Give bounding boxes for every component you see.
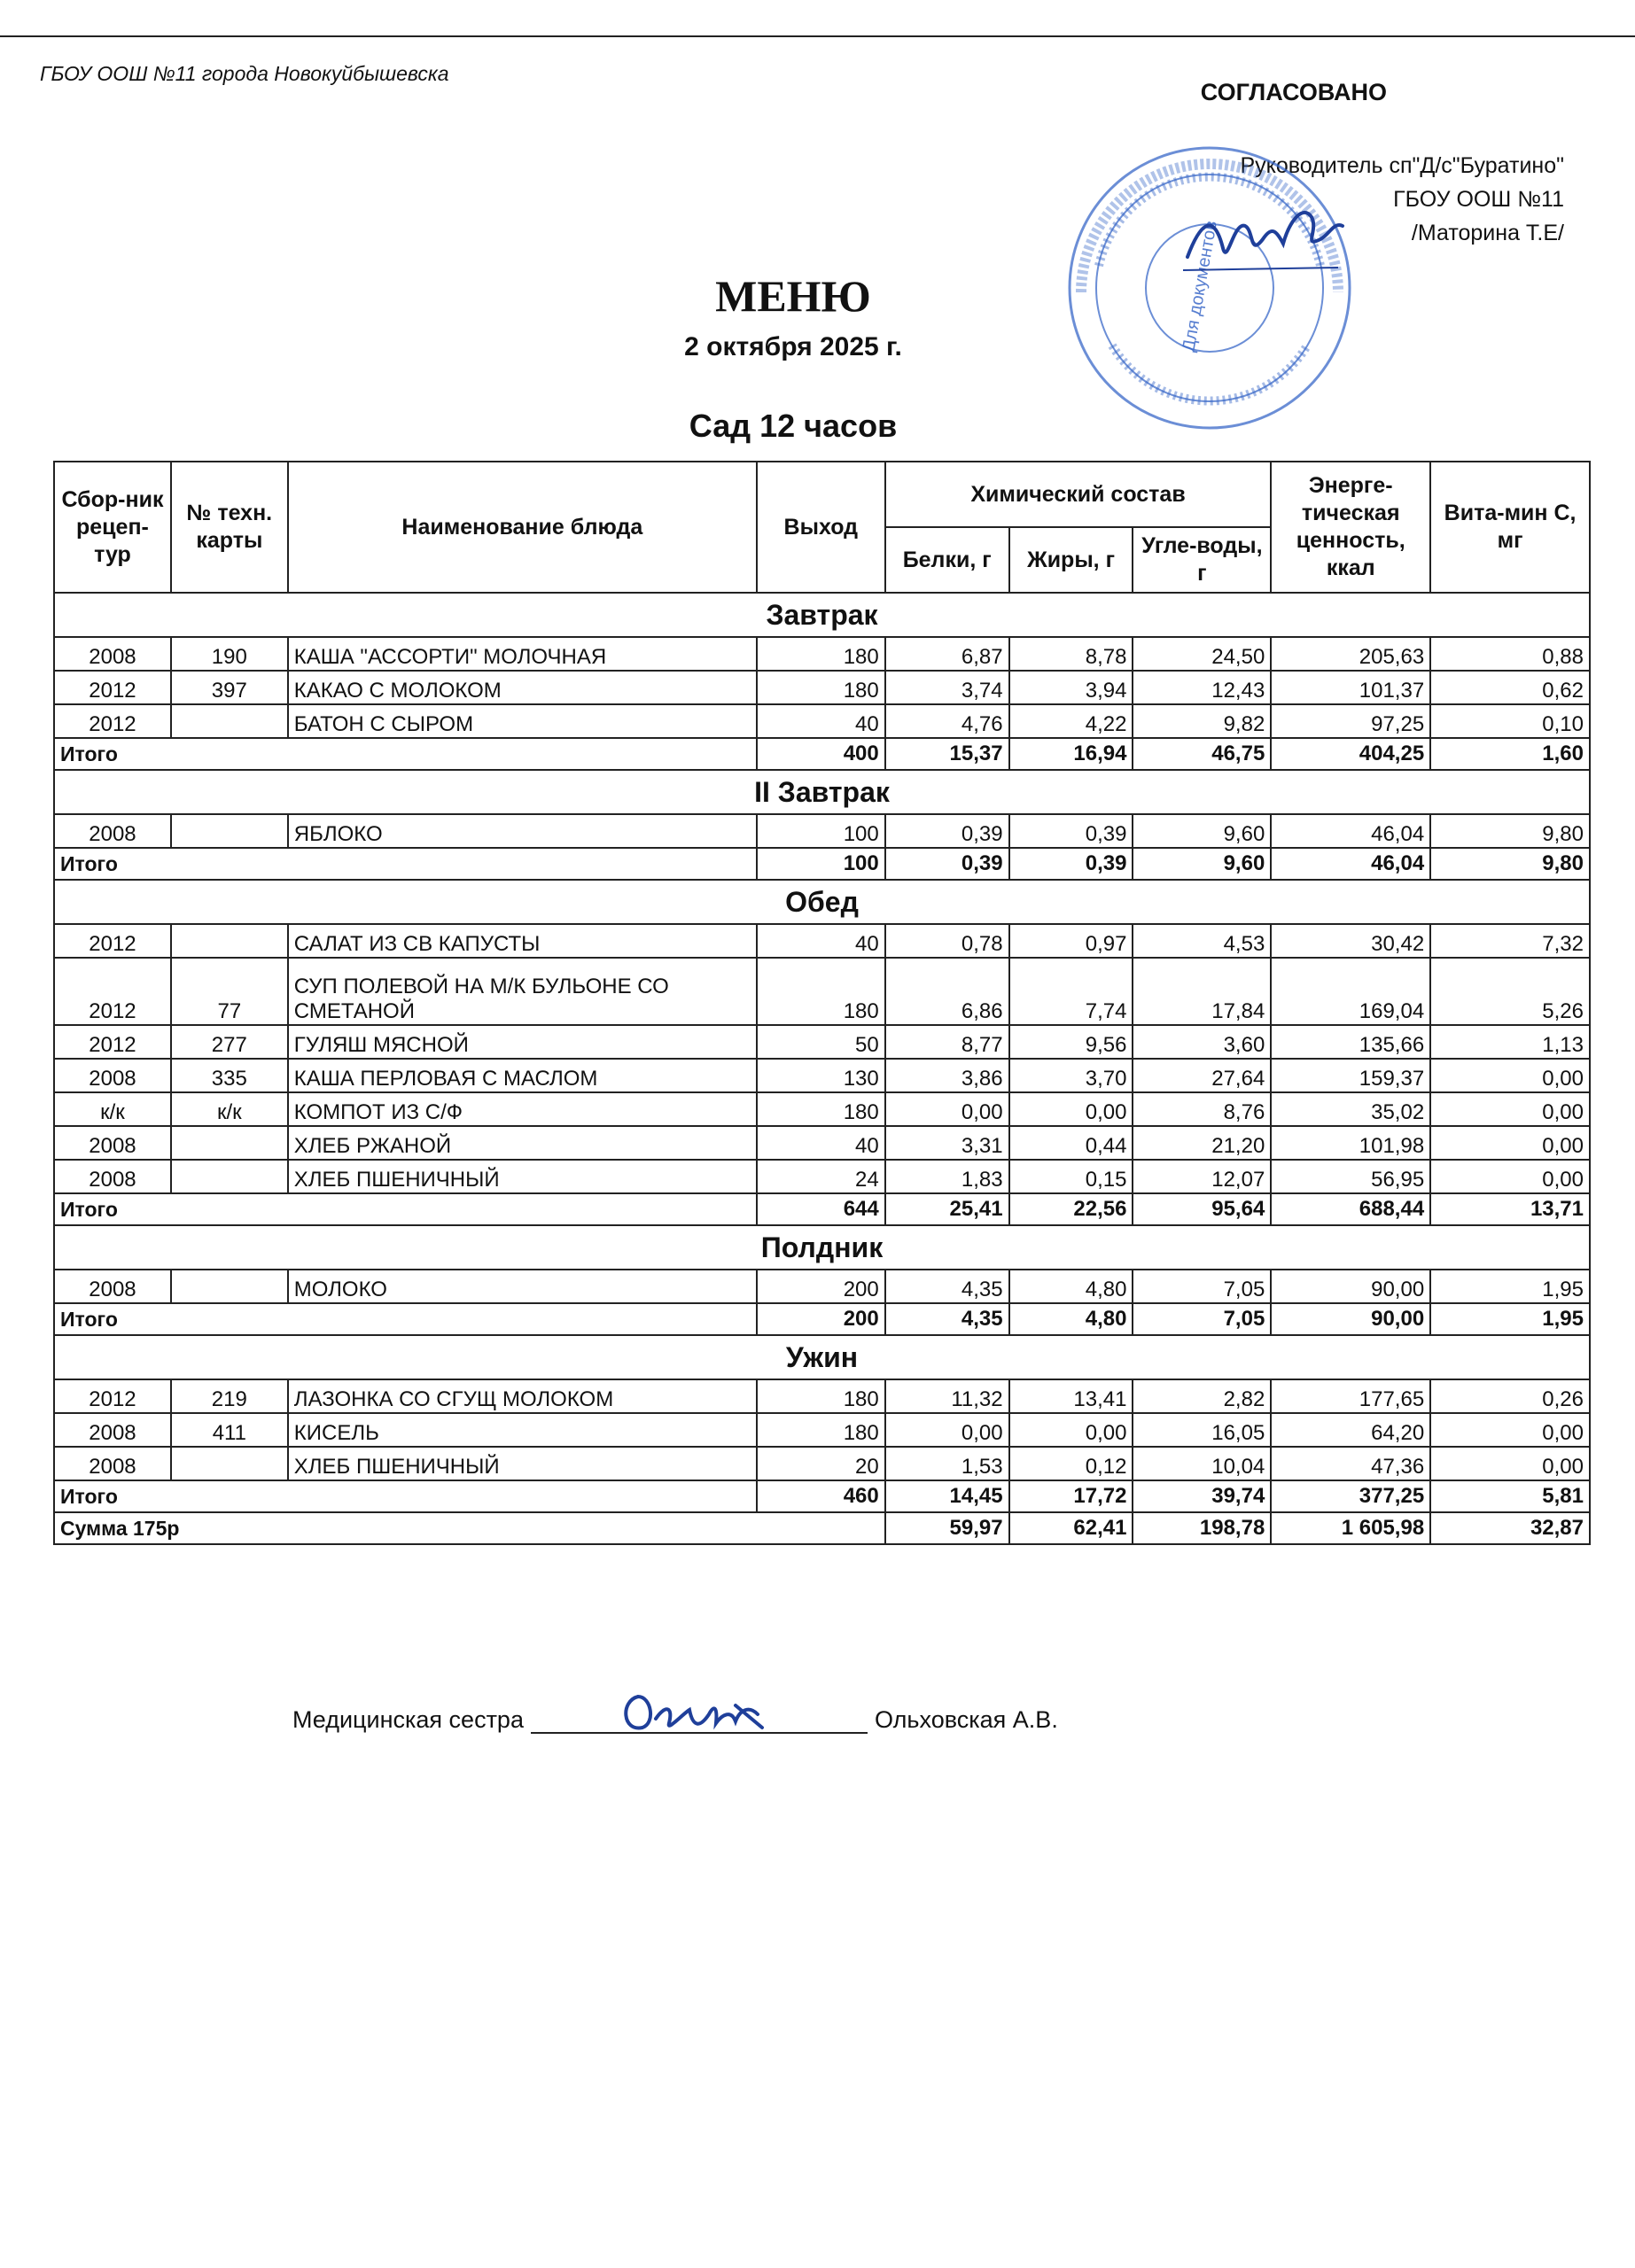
total-f: 22,56: [1009, 1193, 1133, 1225]
header-energy: Энерге-тическая ценность, ккал: [1271, 462, 1430, 593]
cell-f: 3,94: [1009, 671, 1133, 704]
cell-out: 20: [757, 1447, 885, 1480]
table-row: [54, 1126, 1590, 1160]
cell-e: 169,04: [1271, 958, 1430, 1025]
cell-collection: к/к: [54, 1092, 171, 1126]
cell-v: 9,80: [1430, 814, 1590, 848]
document-date: 2 октября 2025 г.: [684, 332, 902, 361]
cell-v: 0,00: [1430, 1160, 1590, 1193]
cell-collection: 2012: [54, 1379, 171, 1413]
cell-card: 335: [171, 1059, 288, 1092]
cell-v: 0,00: [1430, 1413, 1590, 1447]
section-title: Ужин: [54, 1335, 1590, 1379]
cell-p: 0,00: [885, 1092, 1009, 1126]
total-c: 9,60: [1133, 848, 1271, 880]
cell-collection: 2012: [54, 924, 171, 958]
grand-total-c: 198,78: [1133, 1512, 1271, 1544]
cell-p: 0,39: [885, 814, 1009, 848]
cell-collection: 2008: [54, 637, 171, 671]
grand-total-f: 62,41: [1009, 1512, 1133, 1544]
cell-c: 7,05: [1133, 1270, 1271, 1303]
cell-card: 219: [171, 1379, 288, 1413]
cell-v: 7,32: [1430, 924, 1590, 958]
cell-card: 77: [171, 958, 288, 1025]
cell-v: 0,00: [1430, 1126, 1590, 1160]
table-row: [54, 637, 1590, 671]
table-row: [54, 958, 1590, 1025]
cell-card: 397: [171, 671, 288, 704]
cell-out: 180: [757, 671, 885, 704]
total-p: 25,41: [885, 1193, 1009, 1225]
table-row: [54, 1413, 1590, 1447]
organization-name: ГБОУ ООШ №11 города Новокуйбышевска: [40, 62, 449, 85]
total-v: 9,80: [1430, 848, 1590, 880]
cell-out: 40: [757, 924, 885, 958]
cell-e: 47,36: [1271, 1447, 1430, 1480]
cell-out: 200: [757, 1270, 885, 1303]
cell-out: 180: [757, 1413, 885, 1447]
total-row: [54, 1193, 1590, 1225]
cell-v: 0,88: [1430, 637, 1590, 671]
cell-c: 3,60: [1133, 1025, 1271, 1059]
cell-v: 0,10: [1430, 704, 1590, 738]
document-title: МЕНЮ: [715, 271, 871, 321]
total-row: [54, 738, 1590, 770]
cell-c: 9,82: [1133, 704, 1271, 738]
cell-c: 27,64: [1133, 1059, 1271, 1092]
cell-collection: 2008: [54, 1270, 171, 1303]
total-row: [54, 848, 1590, 880]
cell-e: 64,20: [1271, 1413, 1430, 1447]
cell-collection: 2008: [54, 1413, 171, 1447]
total-label: Итого: [54, 1480, 757, 1512]
section-title: Завтрак: [54, 593, 1590, 637]
cell-p: 3,86: [885, 1059, 1009, 1092]
cell-dish: КИСЕЛЬ: [288, 1413, 757, 1447]
cell-c: 17,84: [1133, 958, 1271, 1025]
section-header: [54, 770, 1590, 814]
section-header: [54, 593, 1590, 637]
section-header: [54, 1335, 1590, 1379]
table-row: [54, 1092, 1590, 1126]
table-row: [54, 1025, 1590, 1059]
total-out: 400: [757, 738, 885, 770]
cell-c: 2,82: [1133, 1379, 1271, 1413]
cell-c: 12,43: [1133, 671, 1271, 704]
cell-c: 21,20: [1133, 1126, 1271, 1160]
cell-card: 411: [171, 1413, 288, 1447]
cell-out: 130: [757, 1059, 885, 1092]
cell-f: 0,00: [1009, 1413, 1133, 1447]
header-card: № техн. карты: [171, 462, 288, 593]
cell-v: 1,13: [1430, 1025, 1590, 1059]
grand-total-label: Сумма 175р: [54, 1512, 885, 1544]
cell-f: 4,80: [1009, 1270, 1133, 1303]
cell-f: 4,22: [1009, 704, 1133, 738]
cell-p: 3,74: [885, 671, 1009, 704]
cell-v: 0,62: [1430, 671, 1590, 704]
cell-dish: КАША "АССОРТИ" МОЛОЧНАЯ: [288, 637, 757, 671]
cell-p: 8,77: [885, 1025, 1009, 1059]
cell-card: [171, 1126, 288, 1160]
grand-total-p: 59,97: [885, 1512, 1009, 1544]
cell-c: 9,60: [1133, 814, 1271, 848]
cell-e: 135,66: [1271, 1025, 1430, 1059]
cell-dish: ЯБЛОКО: [288, 814, 757, 848]
total-e: 377,25: [1271, 1480, 1430, 1512]
header-output: Выход: [757, 462, 885, 593]
section-title: Полдник: [54, 1225, 1590, 1270]
cell-f: 0,44: [1009, 1126, 1133, 1160]
total-v: 1,95: [1430, 1303, 1590, 1335]
cell-p: 1,53: [885, 1447, 1009, 1480]
cell-p: 1,83: [885, 1160, 1009, 1193]
cell-p: 0,00: [885, 1413, 1009, 1447]
stamp-text: Для документов: [1179, 219, 1222, 353]
cell-f: 0,97: [1009, 924, 1133, 958]
total-v: 13,71: [1430, 1193, 1590, 1225]
cell-e: 56,95: [1271, 1160, 1430, 1193]
total-p: 0,39: [885, 848, 1009, 880]
total-e: 46,04: [1271, 848, 1430, 880]
cell-f: 0,00: [1009, 1092, 1133, 1126]
table-row: [54, 814, 1590, 848]
cell-p: 6,86: [885, 958, 1009, 1025]
cell-dish: КАКАО С МОЛОКОМ: [288, 671, 757, 704]
cell-p: 0,78: [885, 924, 1009, 958]
cell-out: 180: [757, 637, 885, 671]
cell-collection: 2008: [54, 814, 171, 848]
cell-c: 4,53: [1133, 924, 1271, 958]
cell-card: [171, 1160, 288, 1193]
total-c: 39,74: [1133, 1480, 1271, 1512]
cell-e: 30,42: [1271, 924, 1430, 958]
total-c: 46,75: [1133, 738, 1271, 770]
total-out: 200: [757, 1303, 885, 1335]
total-e: 90,00: [1271, 1303, 1430, 1335]
cell-c: 12,07: [1133, 1160, 1271, 1193]
signature-line: [292, 1705, 1058, 1734]
total-p: 4,35: [885, 1303, 1009, 1335]
cell-out: 180: [757, 1092, 885, 1126]
cell-card: 190: [171, 637, 288, 671]
cell-out: 180: [757, 1379, 885, 1413]
grand-total-e: 1 605,98: [1271, 1512, 1430, 1544]
cell-e: 205,63: [1271, 637, 1430, 671]
total-label: Итого: [54, 1193, 757, 1225]
cell-collection: 2012: [54, 704, 171, 738]
cell-v: 0,00: [1430, 1092, 1590, 1126]
cell-card: [171, 814, 288, 848]
cell-dish: ХЛЕБ ПШЕНИЧНЫЙ: [288, 1447, 757, 1480]
header-dish: Наименование блюда: [288, 462, 757, 593]
cell-e: 101,98: [1271, 1126, 1430, 1160]
section-title: Обед: [54, 880, 1590, 924]
cell-out: 50: [757, 1025, 885, 1059]
grand-total-row: [54, 1512, 1590, 1544]
total-p: 14,45: [885, 1480, 1009, 1512]
cell-p: 6,87: [885, 637, 1009, 671]
cell-dish: МОЛОКО: [288, 1270, 757, 1303]
cell-c: 16,05: [1133, 1413, 1271, 1447]
table-row: [54, 1160, 1590, 1193]
cell-collection: 2008: [54, 1160, 171, 1193]
total-label: Итого: [54, 738, 757, 770]
table-row: [54, 1447, 1590, 1480]
cell-out: 40: [757, 704, 885, 738]
cell-e: 177,65: [1271, 1379, 1430, 1413]
cell-c: 10,04: [1133, 1447, 1271, 1480]
total-c: 7,05: [1133, 1303, 1271, 1335]
cell-out: 24: [757, 1160, 885, 1193]
cell-collection: 2008: [54, 1447, 171, 1480]
cell-card: [171, 1447, 288, 1480]
cell-dish: КАША ПЕРЛОВАЯ С МАСЛОМ: [288, 1059, 757, 1092]
cell-card: [171, 704, 288, 738]
cell-f: 0,12: [1009, 1447, 1133, 1480]
cell-c: 24,50: [1133, 637, 1271, 671]
cell-out: 100: [757, 814, 885, 848]
cell-e: 35,02: [1271, 1092, 1430, 1126]
total-out: 644: [757, 1193, 885, 1225]
cell-dish: ХЛЕБ РЖАНОЙ: [288, 1126, 757, 1160]
cell-e: 97,25: [1271, 704, 1430, 738]
cell-e: 90,00: [1271, 1270, 1430, 1303]
cell-v: 0,00: [1430, 1447, 1590, 1480]
total-row: [54, 1303, 1590, 1335]
total-f: 17,72: [1009, 1480, 1133, 1512]
cell-f: 3,70: [1009, 1059, 1133, 1092]
cell-dish: КОМПОТ ИЗ С/Ф: [288, 1092, 757, 1126]
header-protein: Белки, г: [885, 527, 1009, 593]
header-chemical: Химический состав: [885, 462, 1272, 527]
cell-collection: 2012: [54, 958, 171, 1025]
cell-e: 159,37: [1271, 1059, 1430, 1092]
cell-card: [171, 924, 288, 958]
menu-table: [53, 461, 1591, 1545]
cell-p: 4,76: [885, 704, 1009, 738]
total-f: 0,39: [1009, 848, 1133, 880]
cell-f: 9,56: [1009, 1025, 1133, 1059]
cell-f: 0,39: [1009, 814, 1133, 848]
cell-c: 8,76: [1133, 1092, 1271, 1126]
header-carbs: Угле-воды, г: [1133, 527, 1271, 593]
total-e: 688,44: [1271, 1193, 1430, 1225]
total-out: 460: [757, 1480, 885, 1512]
cell-v: 5,26: [1430, 958, 1590, 1025]
table-row: [54, 704, 1590, 738]
total-row: [54, 1480, 1590, 1512]
cell-collection: 2012: [54, 671, 171, 704]
total-label: Итого: [54, 848, 757, 880]
cell-v: 1,95: [1430, 1270, 1590, 1303]
approval-line-1: Руководитель сп"Д/с"Буратино": [1240, 153, 1564, 178]
page-edge-line: [0, 35, 1635, 37]
table-row: [54, 1059, 1590, 1092]
header-vitamin: Вита-мин С, мг: [1430, 462, 1590, 593]
table-row: [54, 671, 1590, 704]
header-collection: Сбор-ник рецеп-тур: [54, 462, 171, 593]
section-title: II Завтрак: [54, 770, 1590, 814]
cell-card: 277: [171, 1025, 288, 1059]
approval-title: СОГЛАСОВАНО: [1200, 79, 1387, 105]
total-f: 4,80: [1009, 1303, 1133, 1335]
total-c: 95,64: [1133, 1193, 1271, 1225]
cell-e: 101,37: [1271, 671, 1430, 704]
menu-body: [54, 593, 1590, 1544]
cell-collection: 2008: [54, 1126, 171, 1160]
total-v: 5,81: [1430, 1480, 1590, 1512]
cell-dish: ЛАЗОНКА СО СГУЩ МОЛОКОМ: [288, 1379, 757, 1413]
section-header: [54, 880, 1590, 924]
cell-e: 46,04: [1271, 814, 1430, 848]
table-row: [54, 1270, 1590, 1303]
nurse-name: Ольховская А.В.: [874, 1706, 1058, 1733]
cell-dish: СУП ПОЛЕВОЙ НА М/К БУЛЬОНЕ СО СМЕТАНОЙ: [288, 958, 757, 1025]
cell-f: 8,78: [1009, 637, 1133, 671]
cell-p: 11,32: [885, 1379, 1009, 1413]
approval-line-2: ГБОУ ООШ №11: [1393, 187, 1564, 212]
approval-line-3: /Маторина Т.Е/: [1411, 221, 1564, 245]
cell-collection: 2008: [54, 1059, 171, 1092]
cell-out: 180: [757, 958, 885, 1025]
total-f: 16,94: [1009, 738, 1133, 770]
total-label: Итого: [54, 1303, 757, 1335]
cell-p: 4,35: [885, 1270, 1009, 1303]
group-name: Сад 12 часов: [689, 408, 898, 444]
grand-total-v: 32,87: [1430, 1512, 1590, 1544]
header-fat: Жиры, г: [1009, 527, 1133, 593]
cell-p: 3,31: [885, 1126, 1009, 1160]
cell-card: [171, 1270, 288, 1303]
cell-f: 7,74: [1009, 958, 1133, 1025]
director-signature: [1179, 186, 1347, 284]
cell-dish: ХЛЕБ ПШЕНИЧНЫЙ: [288, 1160, 757, 1193]
cell-dish: ГУЛЯШ МЯСНОЙ: [288, 1025, 757, 1059]
cell-f: 13,41: [1009, 1379, 1133, 1413]
cell-dish: САЛАТ ИЗ СВ КАПУСТЫ: [288, 924, 757, 958]
cell-f: 0,15: [1009, 1160, 1133, 1193]
cell-card: к/к: [171, 1092, 288, 1126]
nurse-role: Медицинская сестра: [292, 1706, 524, 1733]
cell-v: 0,00: [1430, 1059, 1590, 1092]
total-p: 15,37: [885, 738, 1009, 770]
cell-v: 0,26: [1430, 1379, 1590, 1413]
total-v: 1,60: [1430, 738, 1590, 770]
total-e: 404,25: [1271, 738, 1430, 770]
table-row: [54, 1379, 1590, 1413]
cell-out: 40: [757, 1126, 885, 1160]
cell-dish: БАТОН С СЫРОМ: [288, 704, 757, 738]
cell-collection: 2012: [54, 1025, 171, 1059]
total-out: 100: [757, 848, 885, 880]
table-row: [54, 924, 1590, 958]
section-header: [54, 1225, 1590, 1270]
signature-underline: [531, 1705, 868, 1734]
